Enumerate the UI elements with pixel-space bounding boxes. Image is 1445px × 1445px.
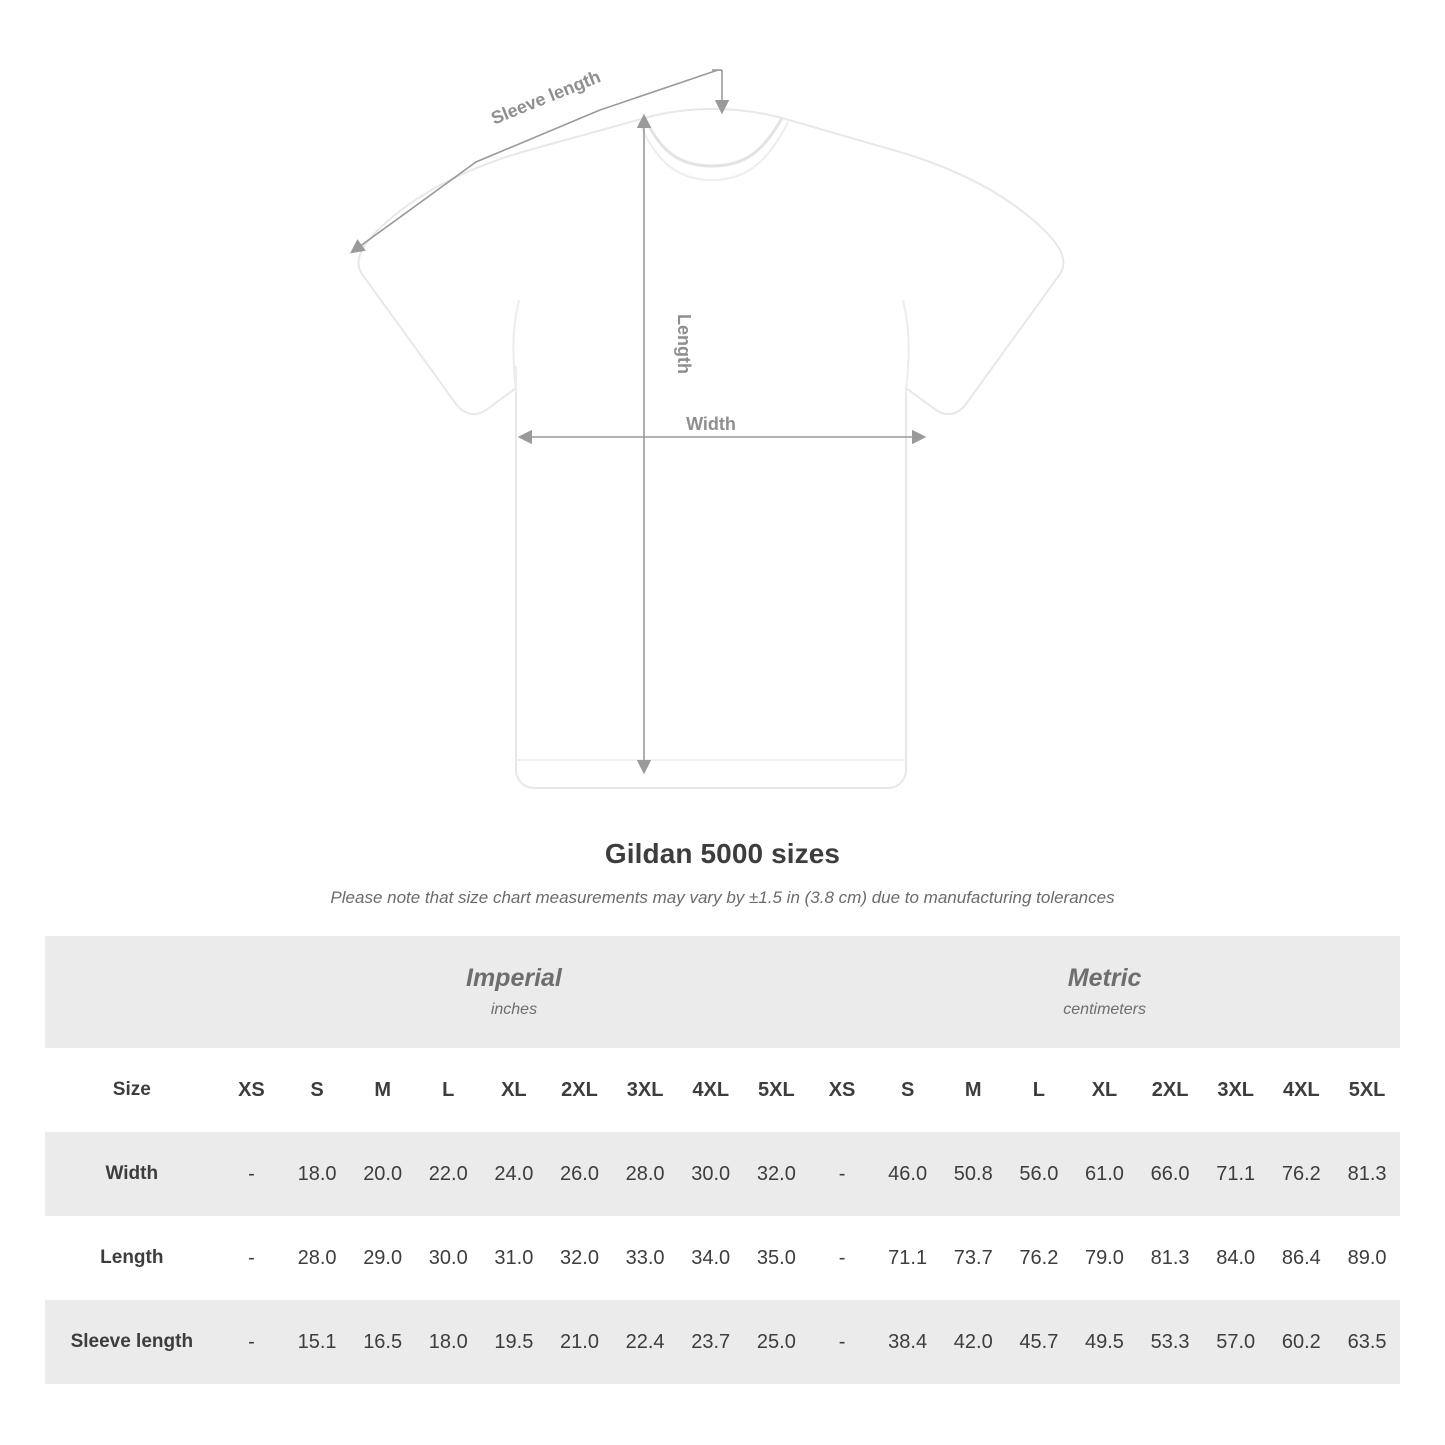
width-imp-3xl: 28.0 (612, 1132, 678, 1216)
sleeve-imp-5xl: 25.0 (744, 1300, 810, 1384)
page-title: Gildan 5000 sizes (604, 838, 841, 869)
sleeve-met-xl: 49.5 (1072, 1300, 1138, 1384)
length-met-3xl: 84.0 (1203, 1216, 1269, 1300)
sleeve-met-l: 45.7 (1006, 1300, 1072, 1384)
header-met-2xl: 2XL (1137, 1048, 1203, 1132)
table-row-sleeve-length (45, 1300, 1400, 1384)
header-met-l: L (1006, 1048, 1072, 1132)
size-table (45, 936, 1400, 1384)
width-met-m: 50.8 (940, 1132, 1006, 1216)
header-imp-3xl: 3XL (612, 1048, 678, 1132)
header-imp-m: M (350, 1048, 416, 1132)
header-met-4xl: 4XL (1269, 1048, 1335, 1132)
sleeve-met-4xl: 60.2 (1269, 1300, 1335, 1384)
width-met-3xl: 71.1 (1203, 1132, 1269, 1216)
length-imp-5xl: 35.0 (744, 1216, 810, 1300)
sleeve-met-5xl: 63.5 (1334, 1300, 1400, 1384)
width-imp-2xl: 26.0 (547, 1132, 613, 1216)
width-imp-5xl: 32.0 (744, 1132, 810, 1216)
length-met-l: 76.2 (1006, 1216, 1072, 1300)
unit-header-spacer (45, 936, 219, 1048)
sleeve-imp-m: 16.5 (350, 1300, 416, 1384)
width-imp-4xl: 30.0 (678, 1132, 744, 1216)
sleeve-length-label: Sleeve length (488, 66, 604, 129)
length-imp-3xl: 33.0 (612, 1216, 678, 1300)
length-imp-xl: 31.0 (481, 1216, 547, 1300)
length-imp-2xl: 32.0 (547, 1216, 613, 1300)
length-met-2xl: 81.3 (1137, 1216, 1203, 1300)
width-imp-l: 22.0 (415, 1132, 481, 1216)
sleeve-met-s: 38.4 (875, 1300, 941, 1384)
width-imp-m: 20.0 (350, 1132, 416, 1216)
length-imp-l: 30.0 (415, 1216, 481, 1300)
sleeve-met-m: 42.0 (940, 1300, 1006, 1384)
header-imp-s: S (284, 1048, 350, 1132)
unit-header-row (45, 936, 1400, 1048)
unit-metric-sub: centimeters (1063, 1000, 1146, 1018)
sleeve-imp-s: 15.1 (284, 1300, 350, 1384)
unit-metric-name: Metric (1067, 964, 1142, 993)
header-met-m: M (940, 1048, 1006, 1132)
tshirt-shape (358, 109, 1063, 788)
header-met-s: S (875, 1048, 941, 1132)
width-met-xl: 61.0 (1072, 1132, 1138, 1216)
header-met-xl: XL (1072, 1048, 1138, 1132)
length-met-xl: 79.0 (1072, 1216, 1138, 1300)
header-imp-xl: XL (481, 1048, 547, 1132)
sleeve-imp-3xl: 22.4 (612, 1300, 678, 1384)
width-met-xs: - (809, 1132, 875, 1216)
sleeve-met-2xl: 53.3 (1137, 1300, 1203, 1384)
width-met-4xl: 76.2 (1269, 1132, 1335, 1216)
sleeve-met-3xl: 57.0 (1203, 1300, 1269, 1384)
sleeve-imp-2xl: 21.0 (547, 1300, 613, 1384)
unit-header-metric (809, 936, 1400, 1048)
header-met-5xl: 5XL (1334, 1048, 1400, 1132)
header-imp-4xl: 4XL (678, 1048, 744, 1132)
length-met-5xl: 89.0 (1334, 1216, 1400, 1300)
length-imp-xs: - (219, 1216, 285, 1300)
length-met-xs: - (809, 1216, 875, 1300)
unit-header-imperial (219, 936, 810, 1048)
row-label-width: Width (45, 1132, 219, 1216)
width-imp-xl: 24.0 (481, 1132, 547, 1216)
width-met-2xl: 66.0 (1137, 1132, 1203, 1216)
table-row-length (45, 1216, 1400, 1300)
header-met-xs: XS (809, 1048, 875, 1132)
unit-imperial-name: Imperial (466, 964, 562, 993)
sleeve-imp-xs: - (219, 1300, 285, 1384)
header-size-label: Size (45, 1048, 219, 1132)
length-label: Length (674, 314, 694, 374)
length-met-4xl: 86.4 (1269, 1216, 1335, 1300)
sleeve-met-xs: - (809, 1300, 875, 1384)
width-met-5xl: 81.3 (1334, 1132, 1400, 1216)
table-row-width (45, 1132, 1400, 1216)
header-imp-5xl: 5XL (744, 1048, 810, 1132)
sleeve-imp-xl: 19.5 (481, 1300, 547, 1384)
width-label: Width (686, 414, 736, 434)
width-met-l: 56.0 (1006, 1132, 1072, 1216)
row-label-length: Length (45, 1216, 219, 1300)
width-met-s: 46.0 (875, 1132, 941, 1216)
length-imp-s: 28.0 (284, 1216, 350, 1300)
length-met-s: 71.1 (875, 1216, 941, 1300)
length-met-m: 73.7 (940, 1216, 1006, 1300)
header-imp-xs: XS (219, 1048, 285, 1132)
tolerance-note: Please note that size chart measurements may vary by ±1.5 in (3.8 cm) due to manufacturing tolerances (330, 888, 1115, 907)
sleeve-imp-4xl: 23.7 (678, 1300, 744, 1384)
header-met-3xl: 3XL (1203, 1048, 1269, 1132)
row-label-sleeve-length: Sleeve length (45, 1300, 219, 1384)
sleeve-imp-l: 18.0 (415, 1300, 481, 1384)
header-imp-2xl: 2XL (547, 1048, 613, 1132)
size-header-row (45, 1048, 1400, 1132)
header-imp-l: L (415, 1048, 481, 1132)
size-table-wrap (45, 936, 1400, 1384)
title-block (0, 838, 1445, 908)
width-imp-xs: - (219, 1132, 285, 1216)
width-imp-s: 18.0 (284, 1132, 350, 1216)
length-imp-4xl: 34.0 (678, 1216, 744, 1300)
length-imp-m: 29.0 (350, 1216, 416, 1300)
unit-imperial-sub: inches (490, 1000, 538, 1018)
